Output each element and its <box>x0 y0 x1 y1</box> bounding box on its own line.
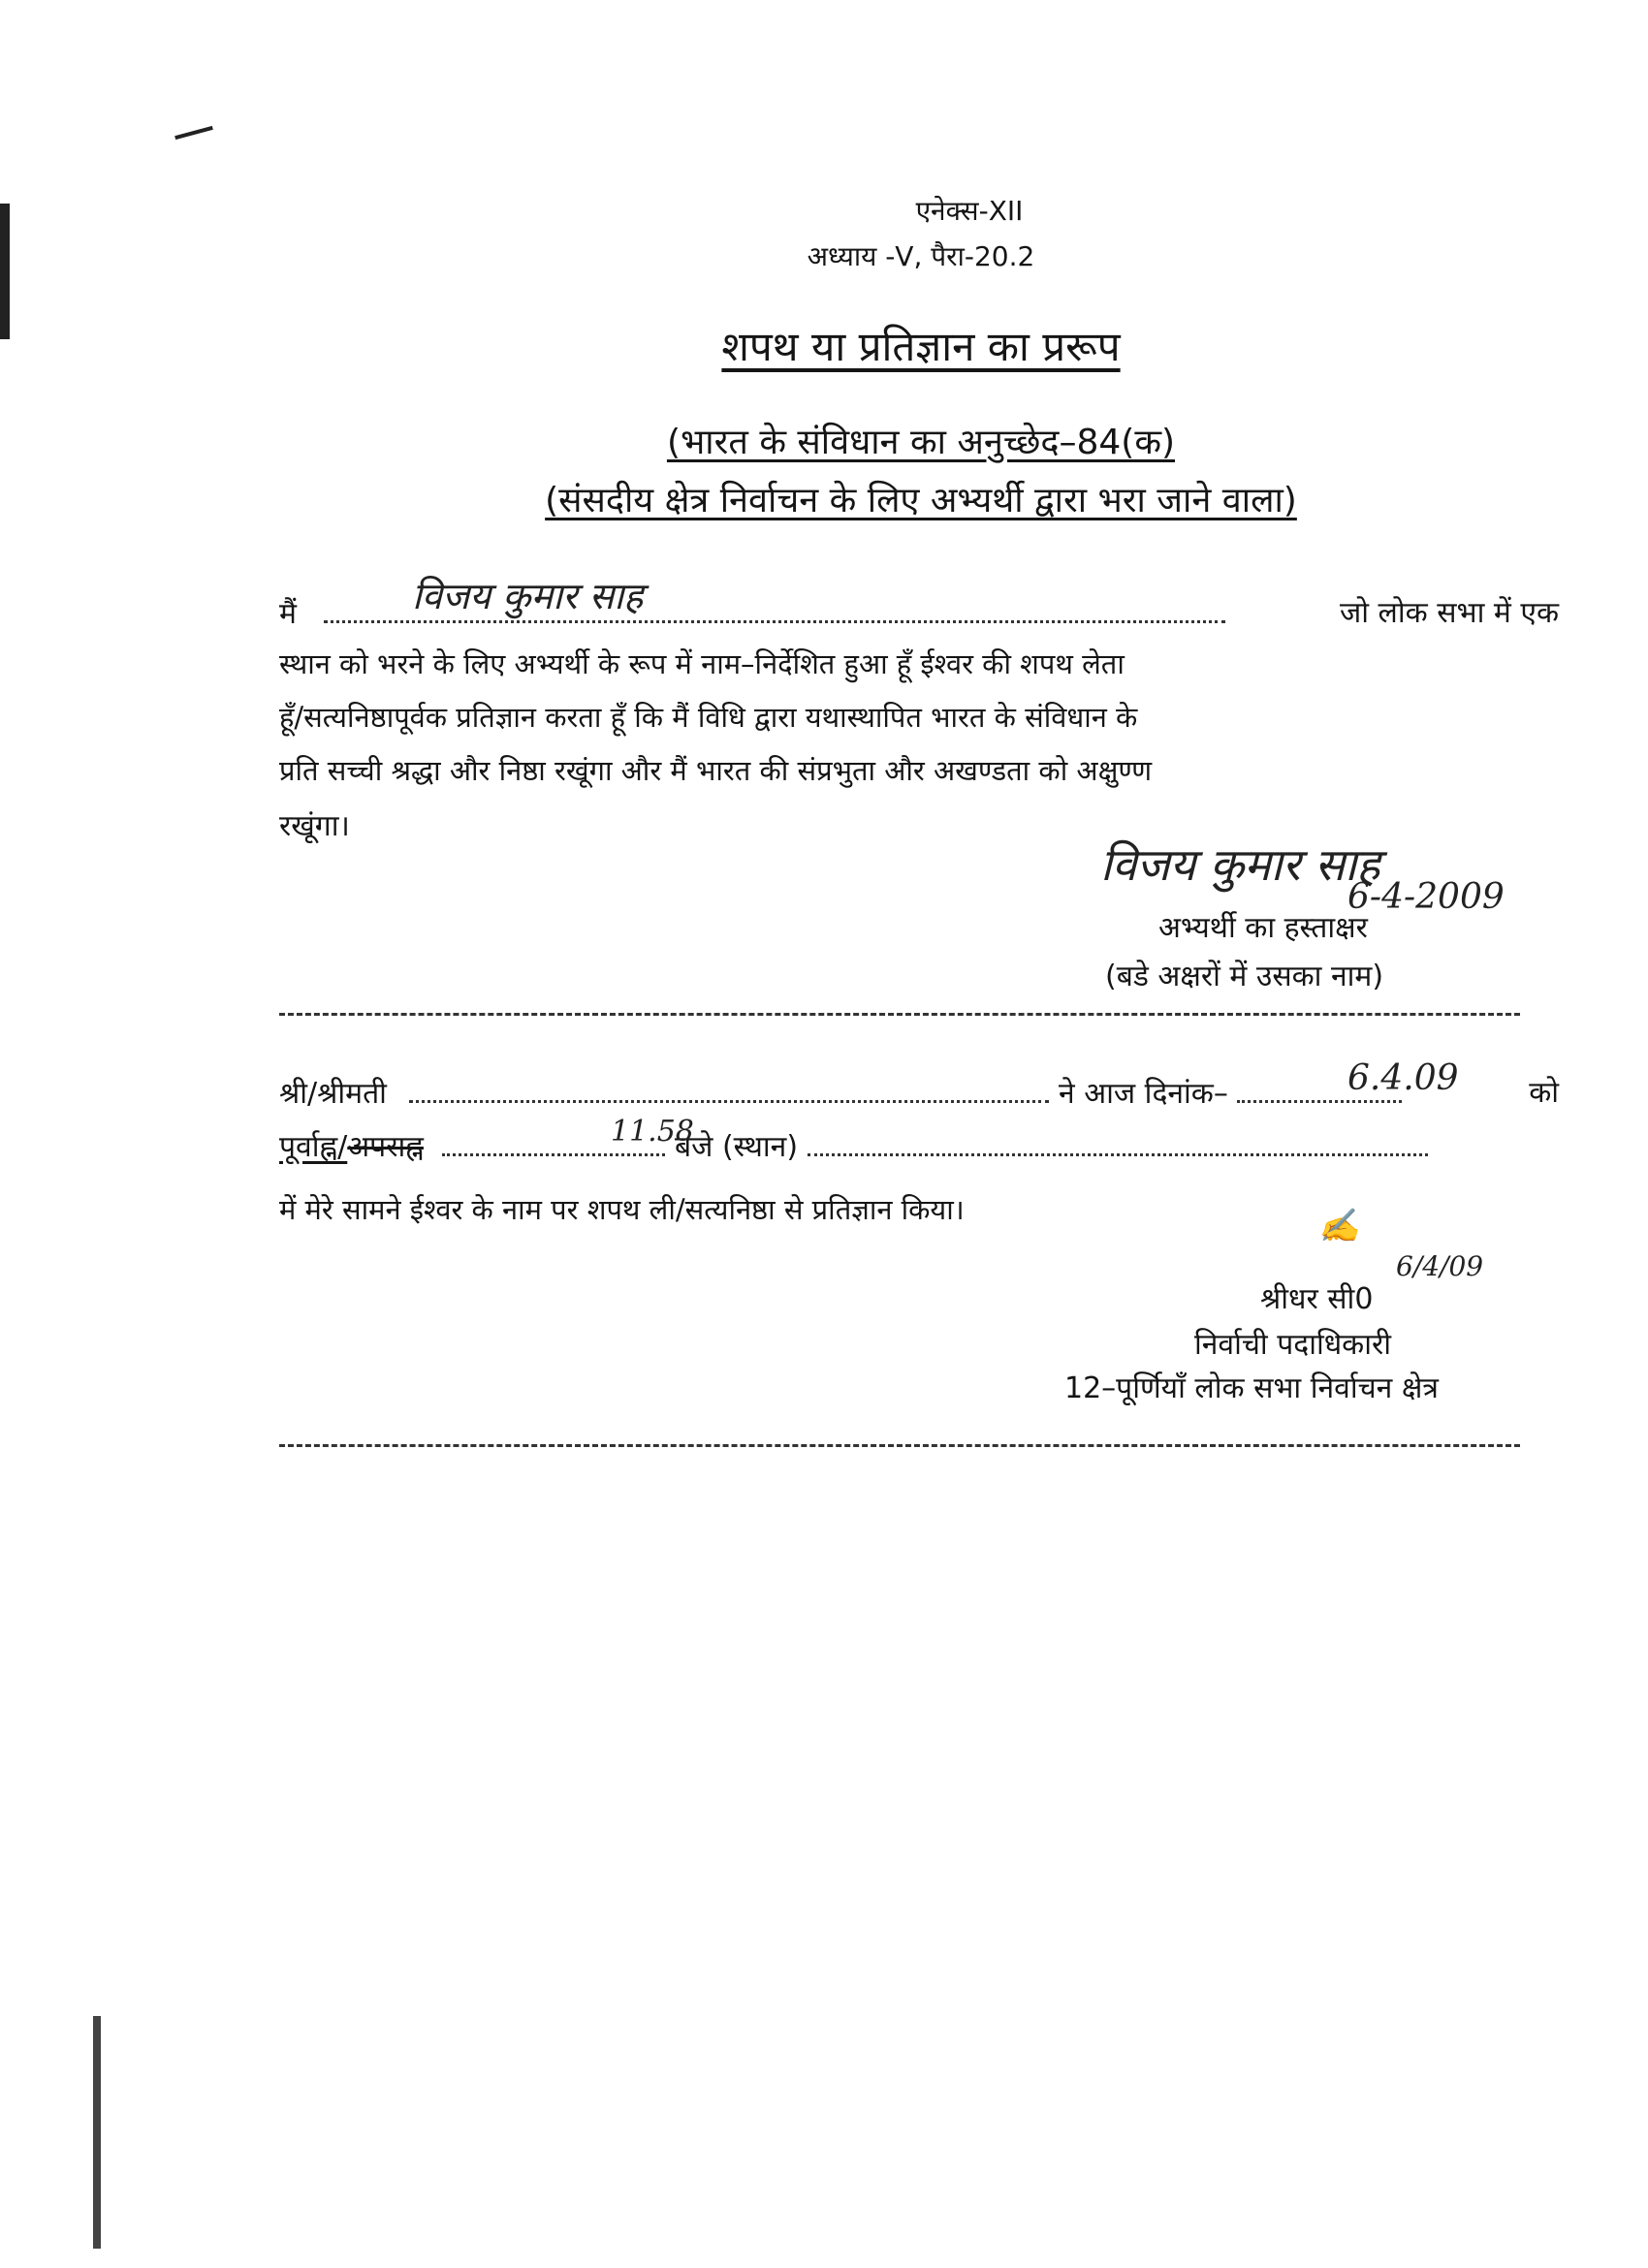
annexure-label: एनेक्स-XII <box>915 195 1024 227</box>
officer-initials: ✍ <box>1318 1207 1360 1245</box>
officer-designation: निर्वाची पदाधिकारी <box>1194 1328 1392 1362</box>
oath-line-3: हूँ/सत्यनिष्ठापूर्वक प्रतिज्ञान करता हूँ कि मैं विधि द्वारा यथास्थापित भारत के संविधान के <box>279 701 1138 734</box>
oath-prefix: मैं <box>279 597 297 631</box>
candidate-signature-date: 6-4-2009 <box>1347 877 1505 917</box>
chapter-label: अध्याय -V, पैरा-20.2 <box>807 240 1035 272</box>
oath-line-1-end: जो लोक सभा में एक <box>1339 596 1559 630</box>
candidate-name-handwritten: विजय कुमार साह <box>412 575 644 617</box>
officer-name: श्रीधर सी0 <box>1260 1282 1374 1316</box>
scan-mark-top <box>174 126 213 140</box>
candidate-signature: विजय कुमार साह <box>1100 838 1380 891</box>
subtitle-line-1: (भारत के संविधान का अनुच्छेद–84(क) <box>666 423 1176 462</box>
candidate-name-label: (बडे अक्षरों में उसका नाम) <box>1105 960 1384 993</box>
date-prefix: ने आज दिनांक– <box>1059 1077 1228 1111</box>
attestation-line-2 <box>279 1124 1559 1165</box>
afternoon-struck: अपराह्न <box>347 1130 424 1164</box>
shri-label: श्री/श्रीमती <box>279 1077 387 1111</box>
date-suffix: को <box>1529 1076 1559 1110</box>
scan-mark-bottom <box>93 2016 101 2249</box>
oath-line-4: प्रति सच्ची श्रद्धा और निष्ठा रखूंगा और मैं भारत की संप्रभुता और अखण्डता को अक्षुण्ण <box>279 754 1153 787</box>
officer-constituency: 12–पूर्णियाँ लोक सभा निर्वाचन क्षेत्र <box>1064 1371 1439 1405</box>
officer-initials-date: 6/4/09 <box>1396 1250 1484 1282</box>
attestation-date-handwritten: 6.4.09 <box>1347 1058 1459 1098</box>
attestation-time-handwritten: 11.58 <box>611 1115 694 1149</box>
time-suffix: बजे (स्थान) <box>675 1130 799 1164</box>
candidate-signature-label: अभ्यर्थी का हस्ताक्षर <box>1158 911 1368 945</box>
separator-2 <box>279 1444 1520 1447</box>
separator-1 <box>279 1013 1520 1016</box>
scan-edge-mark <box>0 204 10 339</box>
oath-line-2: स्थान को भरने के लिए अभ्यर्थी के रूप में नाम–निर्देशित हुआ हूँ ईश्वर की शपथ लेता <box>279 647 1125 680</box>
oath-line-5: रखूंगा। <box>279 809 350 843</box>
attestation-line-3: में मेरे सामने ईश्वर के नाम पर शपथ ली/सत्यनिष्ठा से प्रतिज्ञान किया। <box>279 1193 965 1226</box>
attendee-name-fill-line <box>409 1071 1049 1103</box>
page-title: शपथ या प्रतिज्ञान का प्ररूप <box>721 323 1121 370</box>
forenoon-label: पूर्वाह्न/ <box>279 1130 348 1164</box>
subtitle-line-2: (संसदीय क्षेत्र निर्वाचन के लिए अभ्यर्थी द्वारा भरा जाने वाला) <box>545 481 1297 520</box>
place-fill-line <box>808 1124 1428 1156</box>
